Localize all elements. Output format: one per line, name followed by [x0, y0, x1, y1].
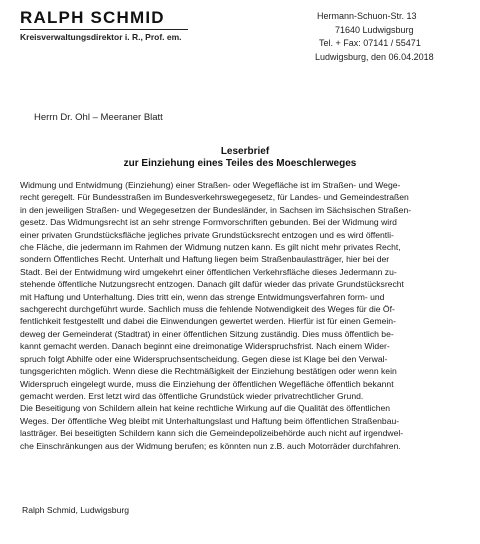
body-line: einer privaten Grundstücksfläche jegliches private Grundstücksrecht entzogen und es wird öffentli- [20, 229, 394, 240]
body-line: fentlichkeit festgestellt und dabei die Einwendungen gewertet werden. Hierfür ist für einen Gemein- [20, 316, 396, 327]
signature-line: Ralph Schmid, Ludwigsburg [22, 505, 130, 515]
sender-name: RALPH SCHMID [20, 8, 165, 27]
heading-subject: zur Einziehung eines Teiles des Moeschlerweges [123, 158, 357, 169]
body-line: Widerspruch eingelegt wurde, muss die Einziehung der öffentlichen Wegefläche öffentlich bekannt [20, 378, 394, 389]
body-line: spruch folgt Abhilfe oder eine Widerspruchsentscheidung. Gegen diese ist Klage bei den Verwal- [20, 353, 388, 364]
body-line: tungsgerichten möglich. Wenn diese die Rechtmäßigkeit der Einziehung bestätigen oder wenn kein [20, 366, 397, 377]
body-line: lastträger. Bei beseitigten Schildern kann sich die Gemeindepolizeibehörde auch nicht auf irgendwel- [20, 428, 404, 439]
sender-title: Kreisverwaltungsdirektor i. R., Prof. em. [20, 32, 182, 42]
body-line: mit Haftung und Unterhaltung. Dies tritt ein, wenn das strenge Entwidmungsverfahren form- und [20, 291, 385, 302]
letter-body [20, 179, 472, 452]
letter-heading [0, 146, 480, 170]
body-line: Widmung und Entwidmung (Einziehung) einer Straßen- oder Wegefläche ist im Straßen- und Wege- [20, 180, 401, 190]
body-line: recht geregelt. Für Bundesstraßen im Bundesverkehrswegegesetz, für Landes- und Gemeindestraßen [20, 192, 409, 203]
body-line: Die Beseitigung von Schildern allein hat keine rechtliche Wirkung auf die Qualität des öffentlichen [20, 403, 391, 414]
body-line: che Fläche, die jedermann im Rahmen der Widmung nutzen kann. Es gilt nicht mehr privates Recht, [20, 242, 401, 253]
body-line: che Einschränkungen aus der Widmung berufen; es könnten nun z.B. auch Motorräder durchfahren. [20, 440, 401, 451]
body-line: gesetz. Das Widmungsrecht ist an sehr strenge Formvorschriften gebunden. Bei der Widmung wird [20, 217, 397, 228]
body-line: gemacht werden. Erst letzt wird das öffentliche Grundstück wieder privatrechtlicher Grund. [20, 390, 364, 401]
body-line: deweg der Gemeinderat (Stadtrat) in einer öffentlichen Sitzung zuständig. Dies muss öffentlich be- [20, 328, 394, 339]
address-street: Hermann-Schuon-Str. 13 [317, 11, 417, 21]
recipient-line: Herrn Dr. Ohl – Meeraner Blatt [34, 112, 163, 123]
body-line: Stadt. Bei der Entwidmung wird umgekehrt einer öffentlichen Verkehrsfläche dieses Jedermann zu- [20, 266, 397, 277]
body-line: in den jeweiligen Straßen- und Wegegesetzen der Bundesländer, in Sachsen im Sächsischen Straßen- [20, 204, 412, 215]
body-line: stehende öffentliche Nutzungsrecht entzogen. Danach gilt dafür wieder das private Grundstücksrecht [20, 279, 404, 290]
body-line: kannt gemacht werden. Danach beginnt eine dreimonatige Widerspruchsfrist. Nach einem Wider- [20, 341, 390, 352]
address-date: Ludwigsburg, den 06.04.2018 [315, 51, 434, 62]
sender-underline [20, 29, 188, 30]
sender-address-block [315, 10, 455, 64]
body-line: Weges. Der öffentliche Weg bleibt mit Unterhaltungslast und Haftung beim öffentlichen Straßenbau- [20, 415, 400, 426]
body-line: sondern Öffentliches Recht. Unterhalt und Haftung liegen beim Straßenbaulastträger, hier bei der [20, 254, 390, 265]
address-city: 71640 Ludwigsburg [335, 24, 414, 35]
body-line: sachgerecht durchgeführt wurde. Sachlich muss die fehlende Notwendigkeit des Weges für die Öf- [20, 304, 395, 315]
heading-title: Leserbrief [220, 146, 270, 157]
address-phone: Tel. + Fax: 07141 / 55471 [319, 38, 421, 48]
